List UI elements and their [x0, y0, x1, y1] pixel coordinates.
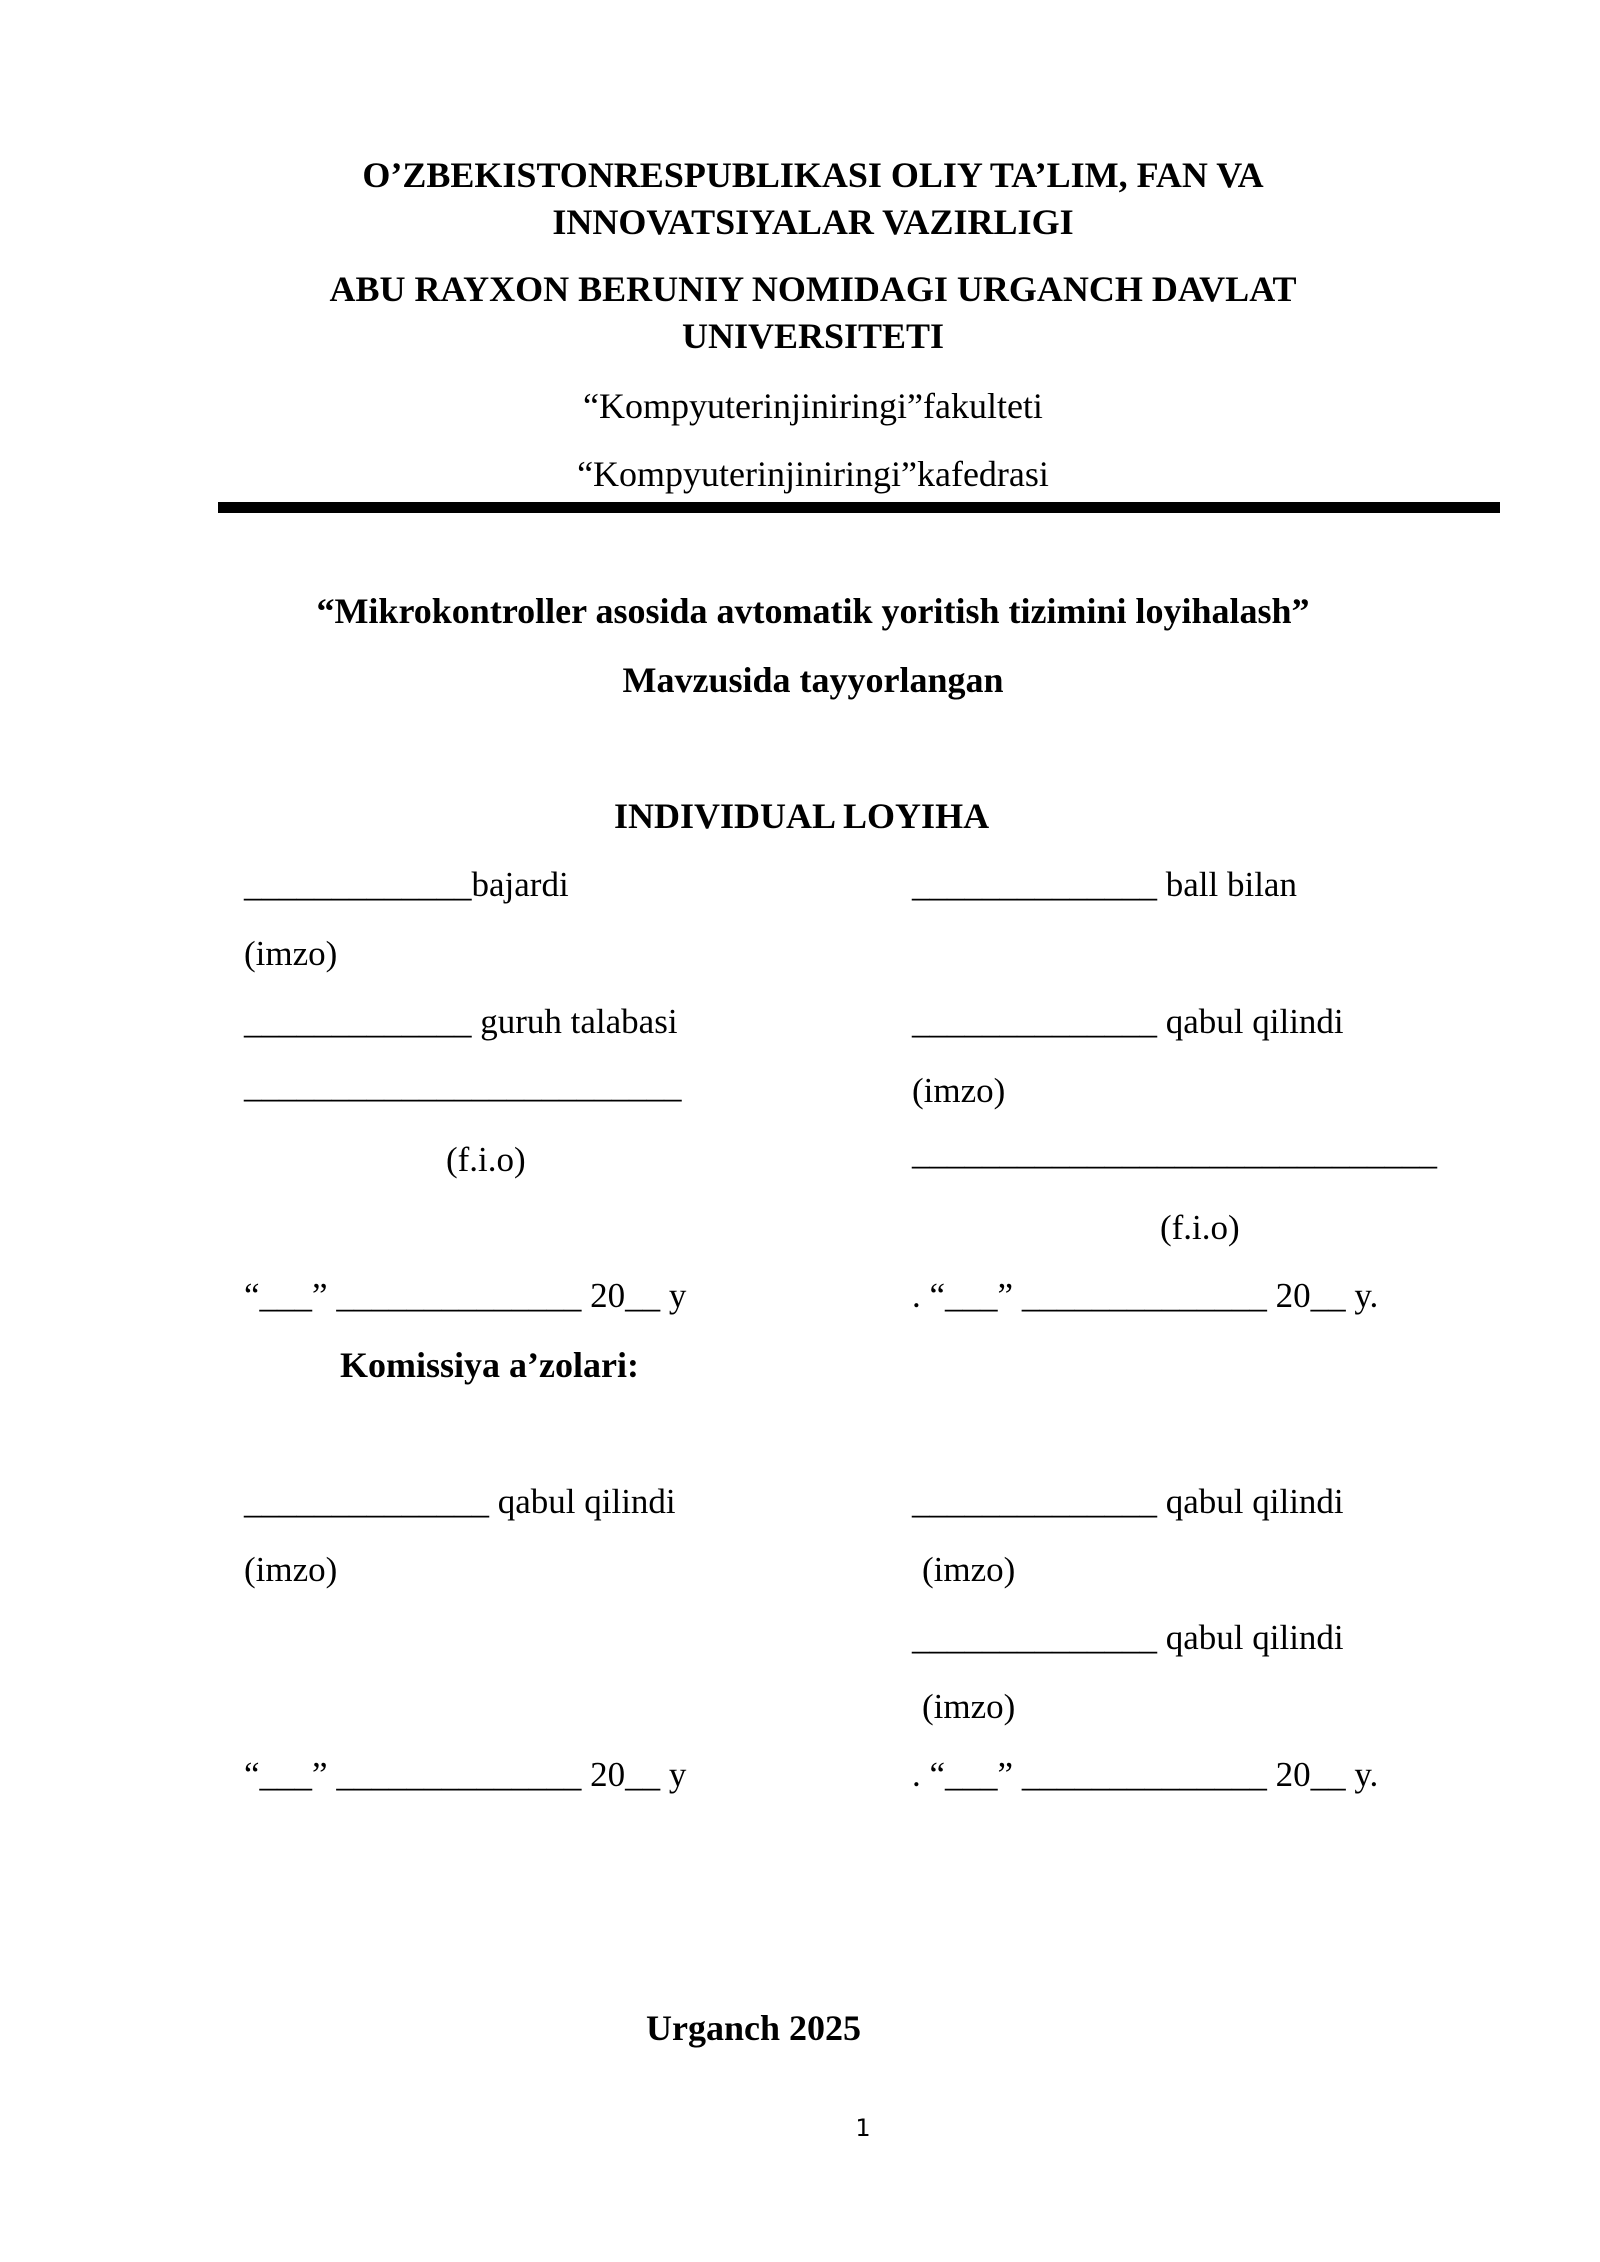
- page-number: 1: [855, 2114, 871, 2142]
- faculty-name: “Kompyuterinjiniringi”fakulteti: [583, 386, 1043, 426]
- ministry-title-line2: INNOVATSIYALAR VAZIRLIGI: [552, 202, 1074, 242]
- commission-heading: Komissiya a’zolari:: [340, 1345, 639, 1385]
- student-fio-label: (f.i.o): [446, 1140, 526, 1179]
- department-name: “Kompyuterinjiniringi”kafedrasi: [577, 454, 1049, 494]
- commission-right-qabul-line-2: ______________ qabul qilindi: [912, 1618, 1344, 1657]
- ministry-title-line1: O’ZBEKISTONRESPUBLIKASI OLIY TA’LIM, FAN VA: [362, 155, 1264, 195]
- city-year: Urganch 2025: [646, 2008, 861, 2048]
- grader-qabul-line: ______________ qabul qilindi: [912, 1002, 1344, 1041]
- commission-right-qabul-line-1: ______________ qabul qilindi: [912, 1482, 1344, 1521]
- topic-title: “Mikrokontroller asosida avtomatik yoritish tizimini loyihalash”: [316, 591, 1310, 631]
- grader-name-line: ______________________________: [912, 1133, 1437, 1172]
- commission-left-imzo-label: (imzo): [244, 1550, 338, 1589]
- student-imzo-label: (imzo): [244, 934, 338, 973]
- grader-date-line: . “___” ______________ 20__ y.: [912, 1276, 1379, 1315]
- grader-imzo-label: (imzo): [912, 1071, 1006, 1110]
- header-divider: [218, 502, 1500, 513]
- commission-right-imzo-label-2: (imzo): [922, 1687, 1016, 1726]
- document-type: INDIVIDUAL LOYIHA: [614, 796, 990, 836]
- grader-fio-label: (f.i.o): [1160, 1208, 1240, 1247]
- student-date-line: “___” ______________ 20__ y: [244, 1276, 687, 1315]
- commission-right-date-line: . “___” ______________ 20__ y.: [912, 1755, 1379, 1794]
- student-name-line: _________________________: [244, 1066, 682, 1105]
- university-title-line1: ABU RAYXON BERUNIY NOMIDAGI URGANCH DAVLAT: [329, 269, 1297, 309]
- student-group-line: _____________ guruh talabasi: [244, 1002, 678, 1041]
- commission-left-qabul-line: ______________ qabul qilindi: [244, 1482, 676, 1521]
- university-title-line2: UNIVERSITETI: [681, 316, 945, 356]
- commission-right-imzo-label-1: (imzo): [922, 1550, 1016, 1589]
- grader-ball-line: ______________ ball bilan: [912, 865, 1297, 904]
- student-bajardi-line: _____________bajardi: [244, 865, 569, 904]
- commission-left-date-line: “___” ______________ 20__ y: [244, 1755, 687, 1794]
- topic-subtitle: Mavzusida tayyorlangan: [622, 660, 1004, 700]
